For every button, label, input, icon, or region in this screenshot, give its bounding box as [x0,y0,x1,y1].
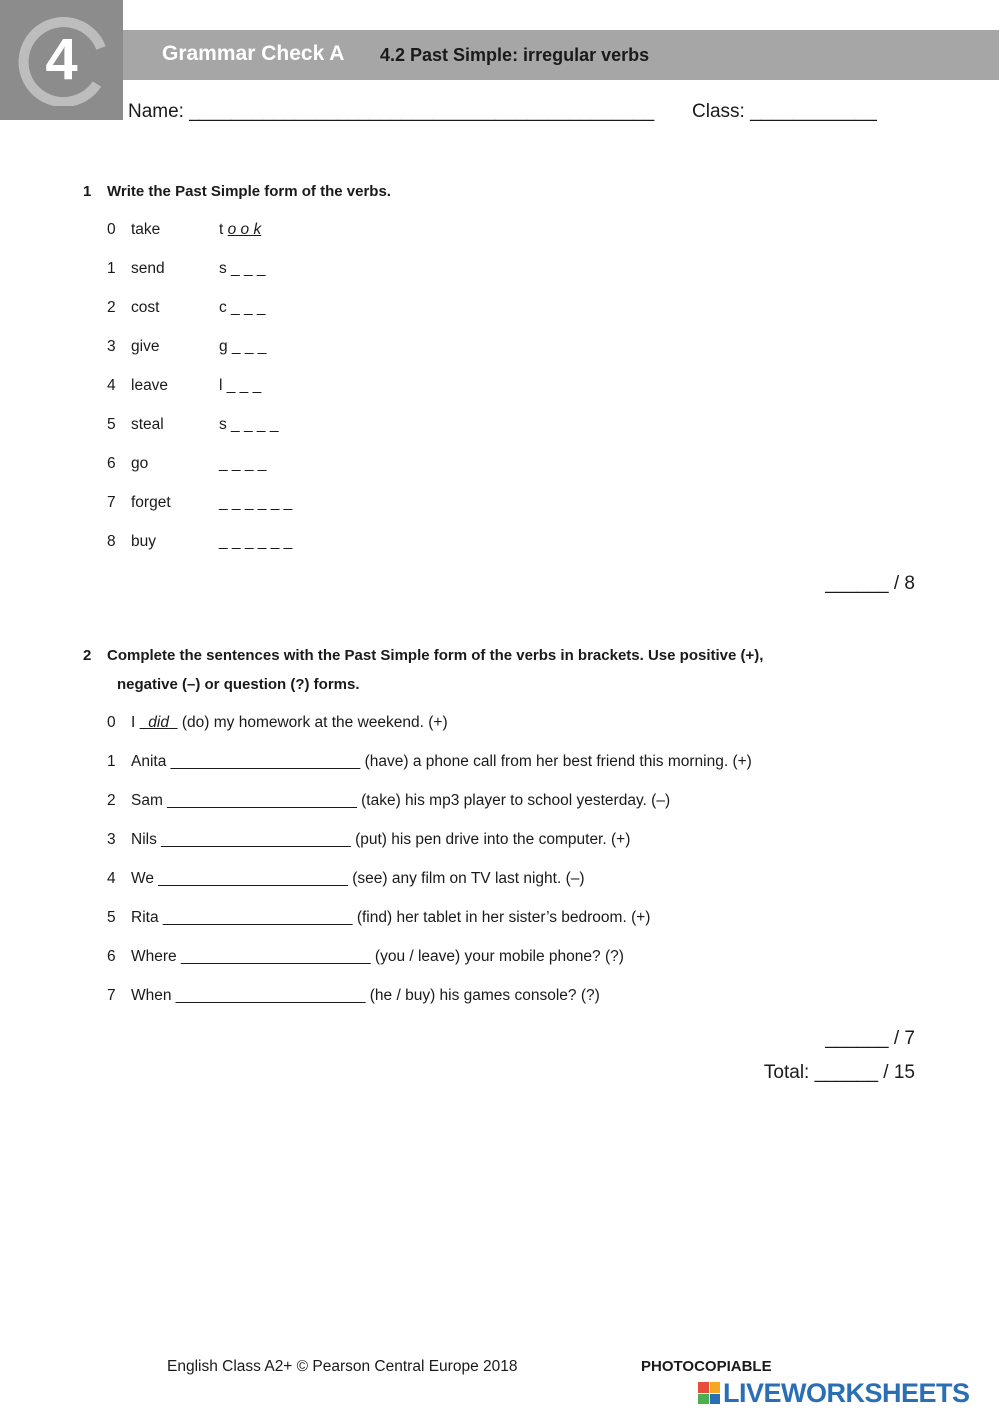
exercise-2-score[interactable]: ______ / 7 [825,1028,915,1049]
verb: steal [131,416,164,433]
unit-badge [0,0,123,120]
exercise-2-instruction-line1: Complete the sentences with the Past Simple form of the verbs in brackets. Use positive (+), [107,647,764,664]
verb: go [131,455,149,472]
total-score[interactable]: Total: ______ / 15 [763,1062,915,1083]
exercise-1-item [107,338,407,358]
sentence-with-blank[interactable]: Anita ______________________ (have) a phone call from her best friend this morning. (+) [131,753,752,770]
footer-photocopiable: PHOTOCOPIABLE [641,1358,772,1375]
class-field[interactable]: Class: ____________ [692,101,877,122]
item-number: 0 [107,221,116,238]
answer-blank[interactable]: _ _ _ _ _ _ [219,494,293,511]
answer-prefix: t [219,221,224,238]
footer-copyright: English Class A2+ © Pearson Central Europe 2018 [167,1358,518,1375]
answer-completion: o o k [227,221,262,238]
answer-blank[interactable]: c _ _ _ [219,299,266,316]
exercise-1-item [107,455,407,475]
exercise-2-instruction-line2: negative (–) or question (?) forms. [117,676,360,693]
example-answer-text: did [148,714,169,731]
item-number: 3 [107,831,116,848]
answer-blank[interactable]: _ _ _ _ _ _ [219,533,293,550]
item-number: 4 [107,870,116,887]
item-number: 2 [107,299,116,316]
exercise-1-item [107,299,407,319]
liveworksheets-grid-icon [698,1382,720,1404]
sentence-with-blank[interactable]: Nils ______________________ (put) his pen drive into the computer. (+) [131,831,631,848]
item-number: 1 [107,753,116,770]
verb: cost [131,299,160,316]
item-number: 1 [107,260,116,277]
answer-blank[interactable]: l _ _ _ [219,377,262,394]
verb: buy [131,533,156,550]
answer-blank[interactable]: _ _ _ _ [219,455,267,472]
verb: leave [131,377,169,394]
item-number: 6 [107,948,116,965]
answer-blank[interactable]: g _ _ _ [219,338,267,355]
sentence-with-blank[interactable]: Sam ______________________ (take) his mp3 player to school yesterday. (–) [131,792,671,809]
sentence-with-blank[interactable]: When ______________________ (he / buy) his games console? (?) [131,987,600,1004]
exercise-1-item [107,533,407,553]
unit-number: 4 [45,27,78,92]
item-number: 5 [107,416,116,433]
exercise-1-score[interactable]: ______ / 8 [825,573,915,594]
exercise-1-item [107,260,407,280]
item-number: 6 [107,455,116,472]
worksheet-subtitle: 4.2 Past Simple: irregular verbs [380,45,650,65]
answer [219,221,261,239]
verb: forget [131,494,171,511]
sentence-with-blank[interactable]: Where ______________________ (you / leave) your mobile phone? (?) [131,948,624,965]
sentence [131,714,448,732]
example-answer [140,714,178,731]
exercise-1-item [107,494,407,514]
liveworksheets-logo[interactable] [698,1378,970,1408]
item-number: 3 [107,338,116,355]
worksheet-title: Grammar Check A [162,42,345,65]
sentence-end: (do) my homework at the weekend. (+) [177,714,448,731]
item-number: 7 [107,987,116,1004]
exercise-2-number: 2 [83,647,92,664]
verb: take [131,221,161,238]
sentence-start: I [131,714,140,731]
sentence-with-blank[interactable]: We ______________________ (see) any film on TV last night. (–) [131,870,585,887]
exercise-1-item [107,377,407,397]
verb: send [131,260,165,277]
name-field[interactable]: Name: ____________________________________________ [128,101,655,122]
item-number: 7 [107,494,116,511]
exercise-1-item [107,416,407,436]
item-number: 5 [107,909,116,926]
exercise-1-number: 1 [83,183,92,200]
answer-blank[interactable]: s _ _ _ _ [219,416,279,433]
item-number: 8 [107,533,116,550]
liveworksheets-wordmark: LIVEWORKSHEETS [723,1377,970,1408]
answer-blank[interactable]: s _ _ _ [219,260,266,277]
sentence-with-blank[interactable]: Rita ______________________ (find) her tablet in her sister’s bedroom. (+) [131,909,651,926]
item-number: 4 [107,377,116,394]
exercise-1-example [107,221,407,241]
verb: give [131,338,160,355]
item-number: 0 [107,714,116,731]
exercise-1-instruction: Write the Past Simple form of the verbs. [107,183,391,200]
item-number: 2 [107,792,116,809]
